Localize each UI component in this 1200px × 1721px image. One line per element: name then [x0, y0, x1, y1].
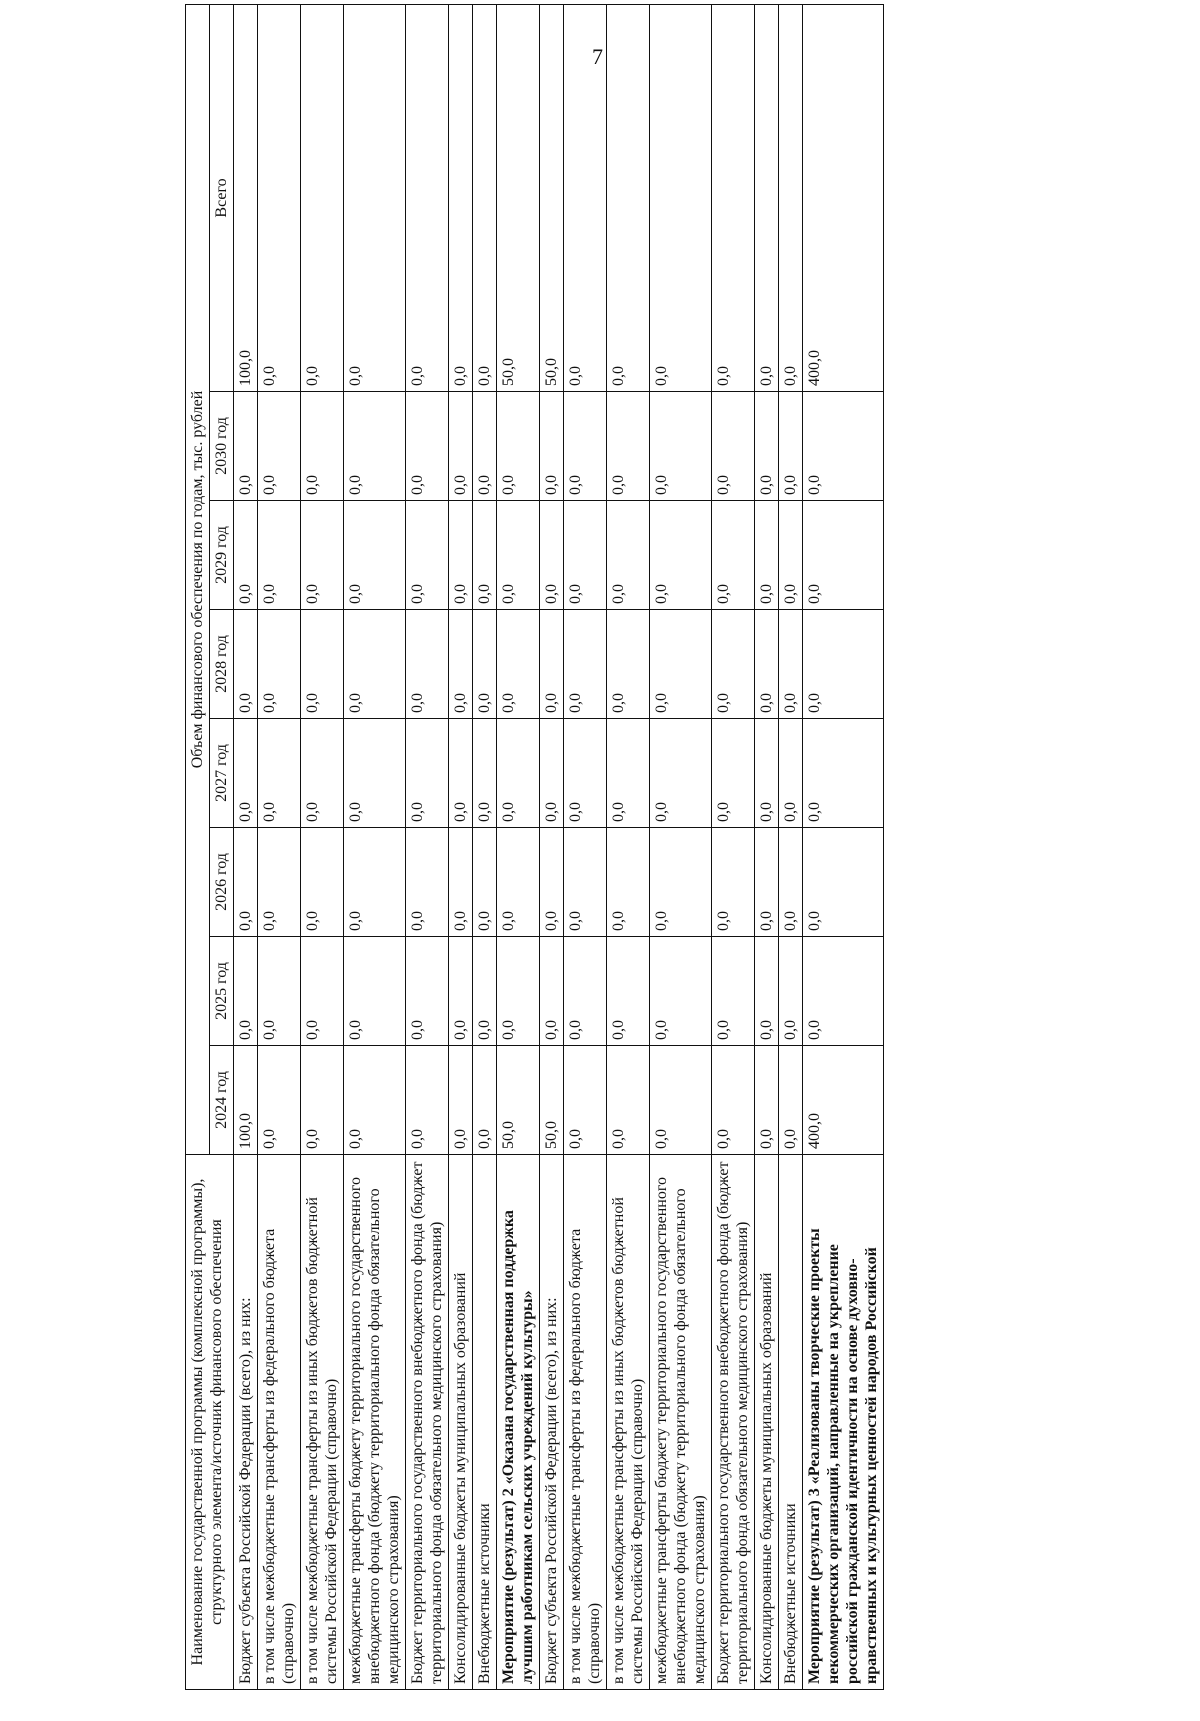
rotated-table-container	[185, 105, 1055, 1690]
row-year-value: 0,0	[234, 392, 258, 501]
row-total-value: 0,0	[449, 4, 473, 391]
row-year-value: 0,0	[755, 937, 779, 1046]
table-row-measure	[803, 4, 884, 1689]
row-source-name: в том числе межбюджетные трансферты из иных бюджетов бюджетной системы Российской Федерации (справочно)	[607, 1155, 650, 1690]
row-year-value: 0,0	[258, 610, 301, 719]
row-year-value: 0,0	[540, 501, 564, 610]
row-total-value: 50,0	[540, 4, 564, 391]
row-year-value: 0,0	[755, 1046, 779, 1155]
table-row	[540, 4, 564, 1689]
row-year-value: 0,0	[779, 501, 803, 610]
row-year-value: 0,0	[301, 937, 344, 1046]
row-year-value: 0,0	[449, 719, 473, 828]
table-row	[650, 4, 712, 1689]
row-year-value: 0,0	[607, 937, 650, 1046]
row-source-name: Бюджет территориального государственного внебюджетного фонда (бюджет территориального фонда обязательного медицинского страхования)	[406, 1155, 449, 1690]
row-year-value: 0,0	[564, 719, 607, 828]
table-row-measure	[497, 4, 540, 1689]
header-year: 2030 год	[210, 392, 234, 501]
row-year-value: 0,0	[803, 937, 884, 1046]
table-row	[564, 4, 607, 1689]
row-year-value: 0,0	[564, 610, 607, 719]
row-year-value: 0,0	[344, 828, 406, 937]
row-total-value: 0,0	[473, 4, 497, 391]
row-year-value: 0,0	[344, 1046, 406, 1155]
header-year: 2024 год	[210, 1046, 234, 1155]
row-year-value: 0,0	[497, 719, 540, 828]
row-year-value: 0,0	[301, 392, 344, 501]
row-year-value: 0,0	[234, 501, 258, 610]
table-row	[755, 4, 779, 1689]
table-row	[779, 4, 803, 1689]
row-year-value: 0,0	[712, 501, 755, 610]
row-year-value: 0,0	[449, 501, 473, 610]
row-year-value: 0,0	[564, 828, 607, 937]
row-year-value: 0,0	[564, 392, 607, 501]
row-year-value: 0,0	[234, 937, 258, 1046]
table-body	[234, 4, 884, 1689]
row-year-value: 0,0	[473, 719, 497, 828]
row-year-value: 0,0	[564, 937, 607, 1046]
row-year-value: 0,0	[779, 719, 803, 828]
row-year-value: 0,0	[712, 828, 755, 937]
row-year-value: 0,0	[258, 501, 301, 610]
row-source-name: межбюджетные трансферты бюджету территориального государственного внебюджетного фонда (бюджету территориального фонда обязательного медицинского страхования)	[344, 1155, 406, 1690]
row-total-value: 0,0	[607, 4, 650, 391]
row-year-value: 0,0	[301, 610, 344, 719]
row-year-value: 50,0	[497, 1046, 540, 1155]
row-total-value: 0,0	[779, 4, 803, 391]
row-year-value: 0,0	[497, 392, 540, 501]
row-year-value: 0,0	[755, 828, 779, 937]
row-total-value: 0,0	[406, 4, 449, 391]
row-year-value: 0,0	[234, 719, 258, 828]
row-year-value: 0,0	[473, 828, 497, 937]
header-total: Всего	[210, 4, 234, 391]
row-total-value: 0,0	[344, 4, 406, 391]
header-year: 2029 год	[210, 501, 234, 610]
row-year-value: 0,0	[650, 828, 712, 937]
row-total-value: 0,0	[564, 4, 607, 391]
row-source-name: Внебюджетные источники	[473, 1155, 497, 1690]
row-year-value: 0,0	[258, 937, 301, 1046]
row-source-name: в том числе межбюджетные трансферты из федерального бюджета (справочно)	[258, 1155, 301, 1690]
row-year-value: 0,0	[712, 937, 755, 1046]
row-source-name: Бюджет субъекта Российской Федерации (всего), из них:	[234, 1155, 258, 1690]
table-row	[473, 4, 497, 1689]
row-year-value: 0,0	[497, 937, 540, 1046]
row-year-value: 0,0	[564, 501, 607, 610]
row-year-value: 0,0	[497, 828, 540, 937]
row-year-value: 0,0	[755, 501, 779, 610]
row-year-value: 0,0	[406, 1046, 449, 1155]
row-year-value: 0,0	[607, 501, 650, 610]
row-year-value: 0,0	[449, 392, 473, 501]
row-year-value: 0,0	[344, 719, 406, 828]
row-source-name: Консолидированные бюджеты муниципальных образований	[755, 1155, 779, 1690]
row-year-value: 0,0	[779, 1046, 803, 1155]
row-year-value: 0,0	[607, 1046, 650, 1155]
row-year-value: 0,0	[803, 828, 884, 937]
row-source-name: Консолидированные бюджеты муниципальных образований	[449, 1155, 473, 1690]
row-source-name: Бюджет территориального государственного внебюджетного фонда (бюджет территориального фонда обязательного медицинского страхования)	[712, 1155, 755, 1690]
row-year-value: 0,0	[712, 610, 755, 719]
row-year-value: 0,0	[406, 828, 449, 937]
row-source-name: Бюджет субъекта Российской Федерации (всего), из них:	[540, 1155, 564, 1690]
table-row	[607, 4, 650, 1689]
row-year-value: 0,0	[607, 828, 650, 937]
row-year-value: 0,0	[449, 610, 473, 719]
row-year-value: 0,0	[803, 501, 884, 610]
row-year-value: 0,0	[779, 828, 803, 937]
row-total-value: 0,0	[258, 4, 301, 391]
row-year-value: 0,0	[497, 610, 540, 719]
row-year-value: 0,0	[344, 937, 406, 1046]
row-total-value: 0,0	[755, 4, 779, 391]
row-total-value: 400,0	[803, 4, 884, 391]
row-year-value: 0,0	[301, 719, 344, 828]
row-year-value: 0,0	[234, 610, 258, 719]
row-year-value: 0,0	[473, 392, 497, 501]
row-source-name: в том числе межбюджетные трансферты из федерального бюджета (справочно)	[564, 1155, 607, 1690]
row-year-value: 0,0	[449, 828, 473, 937]
row-year-value: 0,0	[755, 719, 779, 828]
row-year-value: 0,0	[712, 719, 755, 828]
row-year-value: 0,0	[449, 937, 473, 1046]
header-year: 2028 год	[210, 610, 234, 719]
row-year-value: 0,0	[712, 1046, 755, 1155]
table-row	[301, 4, 344, 1689]
table-row	[712, 4, 755, 1689]
row-year-value: 0,0	[540, 392, 564, 501]
header-name-column: Наименование государственной программы (комплексной программы), структурного элемента/источник финансового обеспечения	[186, 1155, 234, 1690]
row-year-value: 0,0	[301, 501, 344, 610]
row-year-value: 0,0	[540, 828, 564, 937]
row-year-value: 0,0	[650, 1046, 712, 1155]
row-year-value: 0,0	[301, 1046, 344, 1155]
row-year-value: 0,0	[258, 828, 301, 937]
row-year-value: 0,0	[258, 392, 301, 501]
row-year-value: 0,0	[650, 719, 712, 828]
row-year-value: 0,0	[234, 828, 258, 937]
row-year-value: 0,0	[406, 719, 449, 828]
row-source-name: в том числе межбюджетные трансферты из иных бюджетов бюджетной системы Российской Федерации (справочно)	[301, 1155, 344, 1690]
row-year-value: 100,0	[234, 1046, 258, 1155]
table-row	[258, 4, 301, 1689]
row-year-value: 0,0	[712, 392, 755, 501]
table-row	[449, 4, 473, 1689]
row-source-name: Мероприятие (результат) 2 «Оказана государственная поддержка лучшим работникам сельских учреждений культуры»	[497, 1155, 540, 1690]
row-year-value: 0,0	[406, 937, 449, 1046]
row-total-value: 50,0	[497, 4, 540, 391]
row-year-value: 0,0	[406, 610, 449, 719]
row-year-value: 0,0	[755, 610, 779, 719]
table-row	[234, 4, 258, 1689]
row-source-name: Внебюджетные источники	[779, 1155, 803, 1690]
row-year-value: 0,0	[779, 610, 803, 719]
row-year-value: 0,0	[497, 501, 540, 610]
row-year-value: 0,0	[449, 1046, 473, 1155]
financing-table	[185, 4, 884, 1690]
row-year-value: 0,0	[650, 392, 712, 501]
row-year-value: 0,0	[540, 937, 564, 1046]
row-total-value: 100,0	[234, 4, 258, 391]
header-year: 2027 год	[210, 719, 234, 828]
row-year-value: 0,0	[344, 501, 406, 610]
row-year-value: 0,0	[650, 937, 712, 1046]
row-year-value: 0,0	[564, 1046, 607, 1155]
row-year-value: 0,0	[301, 828, 344, 937]
row-year-value: 0,0	[473, 610, 497, 719]
row-year-value: 400,0	[803, 1046, 884, 1155]
row-year-value: 0,0	[755, 392, 779, 501]
row-year-value: 0,0	[344, 392, 406, 501]
row-year-value: 0,0	[779, 392, 803, 501]
row-source-name: Мероприятие (результат) 3 «Реализованы творческие проекты некоммерческих организаций, направленные на укрепление российской гражданской идентичности на основе духовно-нравственных и культурных ценностей народов Российской	[803, 1155, 884, 1690]
row-year-value: 0,0	[607, 719, 650, 828]
row-year-value: 0,0	[344, 610, 406, 719]
header-year: 2025 год	[210, 937, 234, 1046]
row-year-value: 0,0	[473, 937, 497, 1046]
header-year: 2026 год	[210, 828, 234, 937]
header-financing-volume: Объем финансового обеспечения по годам, тыс. рублей	[186, 4, 210, 1154]
row-year-value: 0,0	[258, 1046, 301, 1155]
row-total-value: 0,0	[650, 4, 712, 391]
row-total-value: 0,0	[301, 4, 344, 391]
row-year-value: 0,0	[803, 610, 884, 719]
row-year-value: 0,0	[540, 610, 564, 719]
row-year-value: 0,0	[607, 610, 650, 719]
table-row	[406, 4, 449, 1689]
row-year-value: 0,0	[779, 937, 803, 1046]
row-year-value: 50,0	[540, 1046, 564, 1155]
row-year-value: 0,0	[406, 392, 449, 501]
row-year-value: 0,0	[650, 610, 712, 719]
page-number: 7	[592, 44, 603, 69]
table-row	[344, 4, 406, 1689]
row-year-value: 0,0	[803, 719, 884, 828]
row-year-value: 0,0	[803, 392, 884, 501]
row-year-value: 0,0	[607, 392, 650, 501]
row-total-value: 0,0	[712, 4, 755, 391]
row-year-value: 0,0	[473, 1046, 497, 1155]
row-year-value: 0,0	[258, 719, 301, 828]
row-year-value: 0,0	[650, 501, 712, 610]
row-year-value: 0,0	[473, 501, 497, 610]
row-year-value: 0,0	[540, 719, 564, 828]
row-source-name: межбюджетные трансферты бюджету территориального государственного внебюджетного фонда (бюджету территориального фонда обязательного медицинского страхования)	[650, 1155, 712, 1690]
row-year-value: 0,0	[406, 501, 449, 610]
